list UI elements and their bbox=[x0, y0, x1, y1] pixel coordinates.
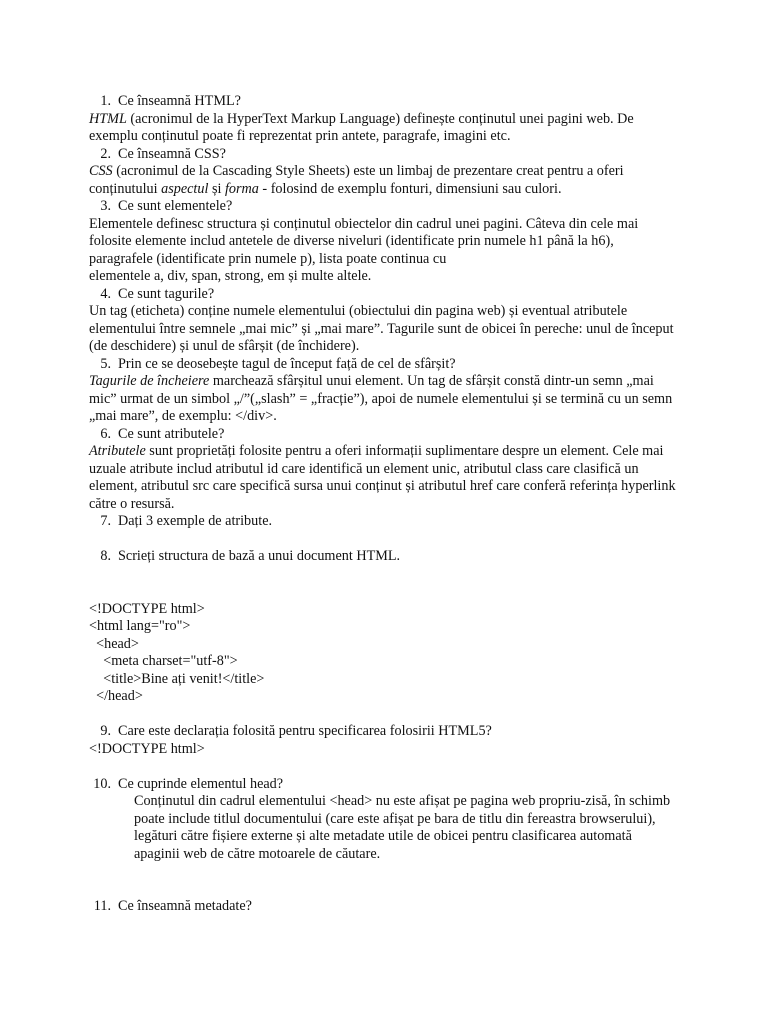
answer-term: HTML bbox=[89, 110, 127, 127]
answer-text: - folosind de exemplu fonturi, dimensiuni sau culori. bbox=[258, 180, 562, 197]
question-number: 2. bbox=[100, 145, 111, 162]
code-block bbox=[89, 601, 679, 706]
answer-emphasis: aspectul bbox=[161, 180, 209, 197]
question-number: 9. bbox=[100, 723, 111, 739]
question-8 bbox=[89, 548, 679, 566]
question-10 bbox=[89, 776, 679, 794]
question-text: Care este declarația folosită pentru specificarea folosirii HTML5? bbox=[118, 723, 492, 739]
answer-4: Un tag (eticheta) conține numele elementului (obiectului din pagina web) și eventual atributele elementului între semnele „mai mic” și „mai mare”. Tagurile sunt de obicei în pereche: unul de început (de deschidere) și unul de sfârșit (de închidere). bbox=[89, 303, 674, 354]
spacer bbox=[89, 863, 679, 881]
question-text: Dați 3 exemple de atribute. bbox=[118, 513, 273, 529]
spacer bbox=[89, 531, 679, 549]
answer-text: marchează sfârșitul unui element. Un tag de sfârșit constă dintr-un semn „mai mic” urmat de un simbol „/”(„slash” = „fracție”), apoi de numele elementului și se termină cu un semn „mai mare”, de exemplu: </div>. bbox=[89, 373, 673, 424]
spacer bbox=[89, 881, 679, 899]
answer-3-continued bbox=[89, 268, 679, 286]
question-number: 7. bbox=[100, 513, 111, 529]
answer-term: CSS bbox=[89, 163, 113, 179]
answer-term: Tagurile de încheiere bbox=[89, 373, 210, 389]
answer-text: sunt proprietăți folosite pentru a oferi informații suplimentare despre un element. Cele mai uzuale atribute includ atributul id care identifică un element unic, atributul class care clasifică un element, atributul src care specifică sursa unui conținut și atributul href care conferă referința hyperlink către o resursă. bbox=[89, 443, 676, 512]
answer-5 bbox=[89, 373, 679, 426]
question-text: Ce înseamnă CSS? bbox=[118, 145, 226, 162]
answer-term: Atributele bbox=[89, 443, 146, 459]
answer-3 bbox=[89, 216, 674, 269]
question-4 bbox=[89, 286, 679, 304]
question-text: Scrieți structura de bază a unui document HTML. bbox=[118, 548, 401, 564]
question-text: Ce sunt elementele? bbox=[118, 198, 233, 214]
question-text: Ce sunt atributele? bbox=[118, 425, 225, 442]
spacer bbox=[89, 706, 679, 724]
question-number: 8. bbox=[100, 548, 111, 564]
question-number: 6. bbox=[100, 425, 111, 442]
answer-text: și bbox=[208, 180, 225, 197]
question-2 bbox=[89, 146, 679, 164]
answer-9: <!DOCTYPE html> bbox=[89, 740, 205, 757]
document-body bbox=[89, 93, 679, 916]
question-9 bbox=[89, 723, 679, 741]
question-text: Ce înseamnă metadate? bbox=[118, 898, 252, 914]
code-line: <title>Bine ați venit!</title> bbox=[89, 670, 265, 687]
question-text: Ce înseamnă HTML? bbox=[118, 93, 241, 109]
question-7 bbox=[89, 513, 679, 531]
code-line: <html lang="ro"> bbox=[89, 618, 191, 634]
question-5 bbox=[89, 356, 679, 374]
code-line: <meta charset="utf-8"> bbox=[89, 653, 238, 669]
question-number: 1. bbox=[100, 93, 111, 109]
question-number: 3. bbox=[100, 198, 111, 214]
question-number: 5. bbox=[100, 355, 111, 372]
question-text: Ce cuprinde elementul head? bbox=[118, 775, 284, 792]
spacer bbox=[89, 566, 679, 584]
answer-6 bbox=[89, 443, 679, 513]
spacer bbox=[89, 758, 679, 776]
question-text: Prin ce se deosebește tagul de început față de cel de sfârșit? bbox=[118, 355, 456, 372]
answer-text: Elementele definesc structura și conținutul obiectelor din cadrul unei pagini. Câteva din cele mai folosite elemente includ antetele de diverse niveluri (identificate prin numele h1 până la h6), paragrafele (identificate prin numele p), lista poate continua cu bbox=[89, 215, 639, 267]
question-11 bbox=[89, 898, 679, 916]
code-line: <head> bbox=[89, 635, 139, 652]
question-3 bbox=[89, 198, 679, 216]
answer-10: Conținutul din cadrul elementului <head> nu este afișat pe pagina web propriu-zisă, în schimb poate include titlul documentului (care este afișat pe bara de titlu din fereastra browserului), legături către fișiere externe și alte metadate utile de obicei pentru clasificarea automată apaginii web de către motoarele de căutare. bbox=[134, 793, 671, 862]
answer-text: elementele a, div, span, strong, em și multe altele. bbox=[89, 268, 372, 284]
spacer bbox=[89, 583, 679, 601]
question-6 bbox=[89, 426, 679, 444]
question-number: 4. bbox=[100, 285, 111, 302]
code-line: <!DOCTYPE html> bbox=[89, 600, 205, 617]
answer-2 bbox=[89, 163, 679, 198]
answer-1 bbox=[89, 111, 679, 146]
question-number: 11. bbox=[93, 898, 111, 914]
question-1 bbox=[89, 93, 679, 111]
code-line: </head> bbox=[89, 688, 143, 704]
question-text: Ce sunt tagurile? bbox=[118, 285, 215, 302]
answer-text: (acronimul de la Cascading Style Sheets) este un limbaj de prezentare creat pentru a oferi conținutului bbox=[89, 163, 624, 197]
question-number: 10. bbox=[93, 775, 111, 792]
answer-text: (acronimul de la HyperText Markup Language) definește conținutul unei pagini web. De exemplu conținutul poate fi reprezentat prin antete, paragrafe, imagini etc. bbox=[89, 110, 634, 144]
answer-emphasis: forma bbox=[224, 180, 259, 197]
